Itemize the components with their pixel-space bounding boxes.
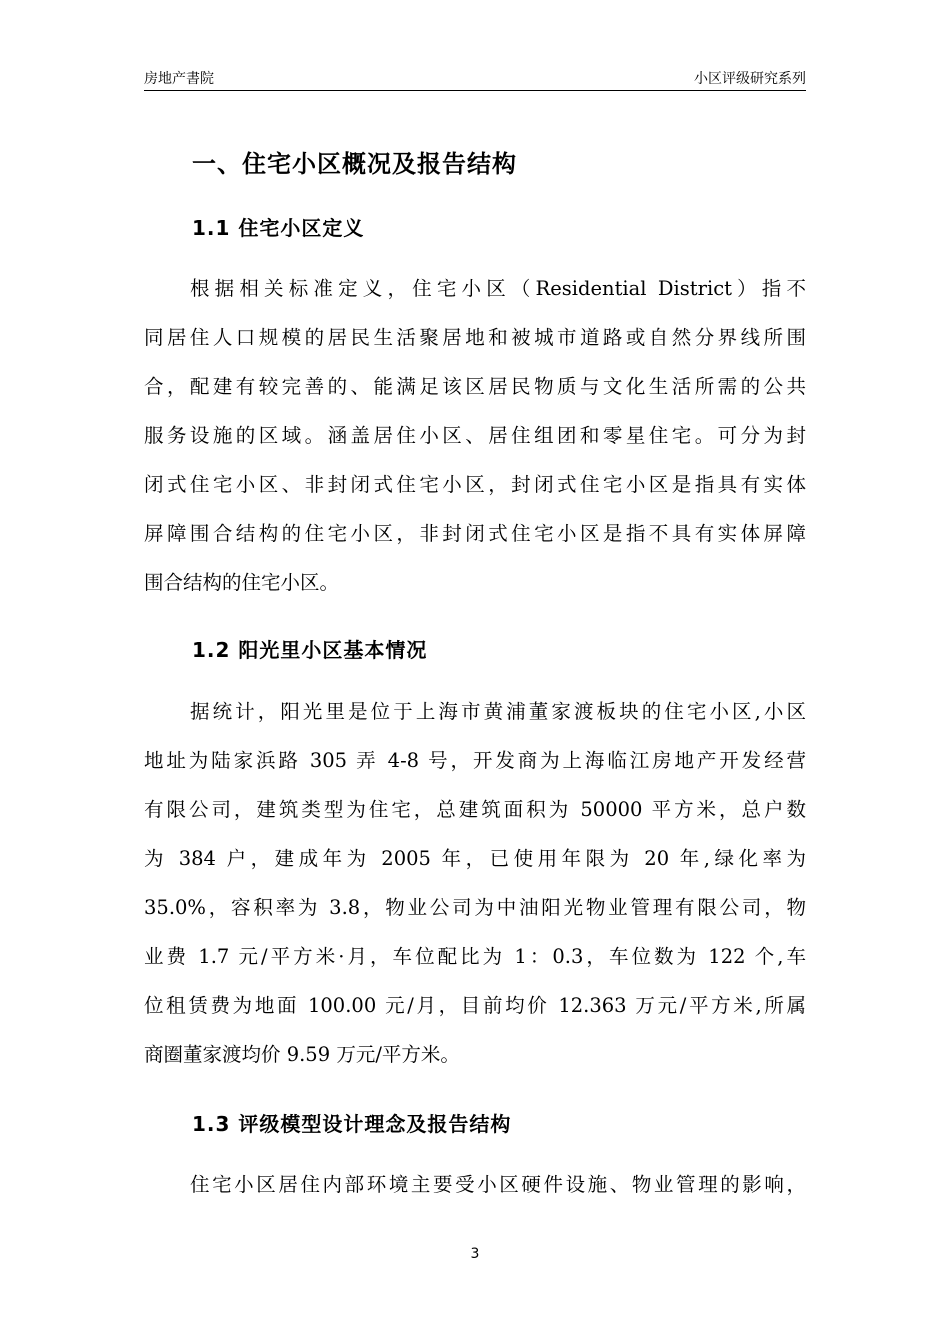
section-title-1-2: 1.2 阳光里小区基本情况 <box>192 638 428 662</box>
header-publisher: 房地产書院 <box>144 71 214 87</box>
page-number: 3 <box>470 1246 480 1262</box>
paragraph-line: 根据相关标准定义，住宅小区（Residential District）指不 <box>190 277 806 300</box>
paragraph-line: 屏障围合结构的住宅小区，非封闭式住宅小区是指不具有实体屏障 <box>144 522 806 545</box>
paragraph-line: 位租赁费为地面 100.00 元/月，目前均价 12.363 万元/平方米,所属 <box>144 994 806 1017</box>
paragraph-line: 闭式住宅小区、非封闭式住宅小区，封闭式住宅小区是指具有实体 <box>144 473 806 496</box>
section-title-1-1: 1.1 住宅小区定义 <box>192 216 365 240</box>
paragraph-line: 住宅小区居住内部环境主要受小区硬件设施、物业管理的影响， <box>190 1173 806 1196</box>
paragraph-line: 合，配建有较完善的、能满足该区居民物质与文化生活所需的公共 <box>144 375 806 398</box>
paragraph-line: 35.0%，容积率为 3.8，物业公司为中油阳光物业管理有限公司，物 <box>144 896 806 919</box>
section-title-1-3: 1.3 评级模型设计理念及报告结构 <box>192 1112 512 1136</box>
paragraph-line: 服务设施的区域。涵盖居住小区、居住组团和零星住宅。可分为封 <box>144 424 806 447</box>
header-series-title: 小区评级研究系列 <box>694 71 806 87</box>
paragraph-line: 围合结构的住宅小区。 <box>144 571 340 594</box>
paragraph-line: 据统计，阳光里是位于上海市黄浦董家渡板块的住宅小区,小区 <box>190 700 806 723</box>
chapter-title: 一、住宅小区概况及报告结构 <box>192 150 517 178</box>
section-1-3-paragraph <box>144 1160 806 1209</box>
paragraph-line: 为 384 户，建成年为 2005 年，已使用年限为 20 年,绿化率为 <box>144 847 806 870</box>
paragraph-line: 业费 1.7 元/平方米·月，车位配比为 1：0.3，车位数为 122 个,车 <box>144 945 806 968</box>
paragraph-line: 有限公司，建筑类型为住宅，总建筑面积为 50000 平方米，总户数 <box>144 798 806 821</box>
paragraph-line: 地址为陆家浜路 305 弄 4-8 号，开发商为上海临江房地产开发经营 <box>144 749 806 772</box>
page-header <box>144 66 806 91</box>
paragraph-line: 同居住人口规模的居民生活聚居地和被城市道路或自然分界线所围 <box>144 326 806 349</box>
section-1-1-paragraph <box>144 264 806 607</box>
paragraph-line: 商圈董家渡均价 9.59 万元/平方米。 <box>144 1043 460 1066</box>
section-1-2-paragraph <box>144 687 806 1079</box>
